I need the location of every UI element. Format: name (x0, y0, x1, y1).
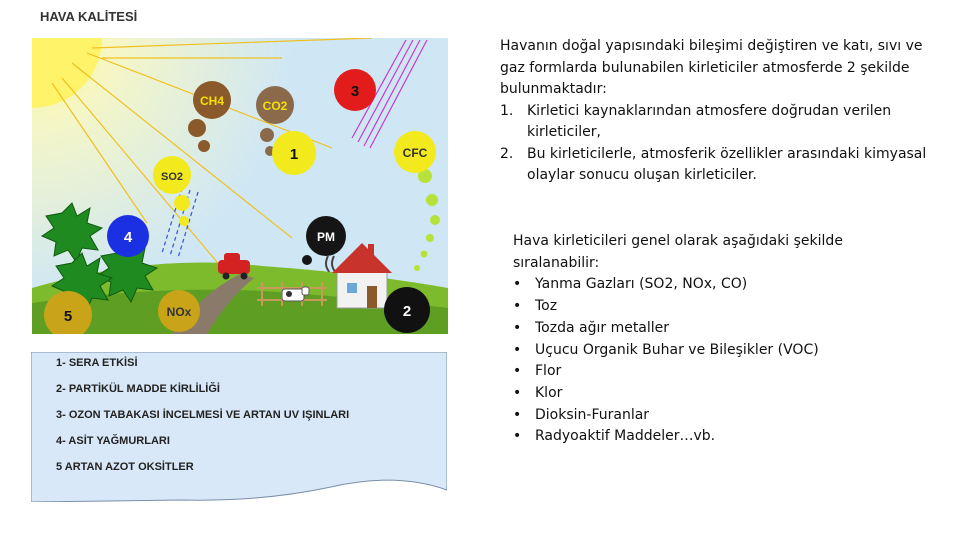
ch4-label: CH4 (199, 94, 225, 108)
legend-item: 2- PARTİKÜL MADDE KİRLİLİĞİ (56, 383, 220, 395)
pollutant-text: Radyoaktif Maddeler…vb. (535, 428, 716, 445)
pollutant-text: Toz (535, 298, 558, 315)
pollutant-item (513, 318, 933, 340)
co2-label: CO2 (262, 99, 288, 113)
bullet: • (513, 428, 522, 445)
bullet: • (513, 406, 522, 423)
bullet: • (513, 341, 522, 358)
intro-item-number: 2. (500, 145, 514, 162)
pm-label: PM (317, 230, 335, 244)
marker-2-label: 2 (402, 303, 412, 320)
cfc-label: CFC (402, 146, 428, 160)
pollutant-text: Yanma Gazları (SO2, NOx, CO) (535, 276, 748, 293)
pollutant-item (513, 426, 933, 448)
pollutants-intro: Hava kirleticileri genel olarak aşağıdaki şekilde sıralanabilir: (513, 233, 843, 271)
pollutant-item (513, 405, 933, 427)
intro-paragraph: Havanın doğal yapısındaki bileşimi değiştiren ve katı, sıvı ve gaz formlarda bulunabilen kirleticiler atmosferde 2 şekilde bulunmaktadır: (500, 38, 923, 97)
slide-title: HAVA KALİTESİ (40, 9, 138, 24)
marker-2 (384, 287, 430, 333)
cfc-bubble (394, 131, 436, 173)
marker-5-label: 5 (63, 308, 73, 325)
bullet: • (513, 363, 522, 380)
air-pollution-illustration (32, 38, 448, 334)
so2-label: SO2 (160, 171, 184, 183)
pollutant-item (513, 383, 933, 405)
pollutant-text: Tozda ağır metaller (535, 319, 670, 336)
pollutant-item (513, 296, 933, 318)
intro-item-text: Bu kirleticilerle, atmosferik özellikler arasındaki kimyasal olaylar sonucu oluşan kirleticiler. (527, 145, 927, 183)
bullet: • (513, 384, 522, 401)
pollutant-text: Dioksin-Furanlar (535, 406, 650, 423)
intro-list-item (500, 144, 940, 187)
bullet: • (513, 319, 522, 336)
nox-bubble (158, 290, 200, 332)
pollutant-text: Klor (535, 384, 563, 401)
pollutants-list (513, 274, 933, 448)
intro-text-block (500, 36, 940, 187)
legend-item: 1- SERA ETKİSİ (56, 357, 138, 369)
intro-list (500, 101, 940, 187)
intro-item-text: Kirletici kaynaklarından atmosfere doğrudan verilen kirleticiler, (527, 102, 892, 140)
pollutant-item (513, 340, 933, 362)
legend-panel (31, 352, 447, 502)
pollutants-block (513, 231, 933, 448)
intro-list-item (500, 101, 940, 144)
legend-list (56, 356, 349, 486)
legend-item: 3- OZON TABAKASI İNCELMESİ VE ARTAN UV IŞINLARI (56, 409, 350, 421)
marker-3 (334, 69, 376, 111)
nox-label: NOx (166, 305, 192, 319)
pollutant-item (513, 274, 933, 296)
intro-item-number: 1. (500, 102, 514, 119)
pollutant-text: Flor (535, 363, 562, 380)
legend-item: 4- ASİT YAĞMURLARI (56, 435, 170, 447)
marker-3-label: 3 (350, 83, 360, 100)
bullet: • (513, 276, 522, 293)
pollutant-item (513, 361, 933, 383)
pollutant-text: Uçucu Organik Buhar ve Bileşikler (VOC) (535, 341, 819, 358)
legend-item: 5 ARTAN AZOT OKSİTLER (56, 461, 194, 473)
marker-1 (272, 131, 316, 175)
marker-1-label: 1 (289, 146, 299, 163)
bullet: • (513, 298, 522, 315)
marker-4 (107, 215, 149, 257)
marker-4-label: 4 (123, 229, 133, 246)
